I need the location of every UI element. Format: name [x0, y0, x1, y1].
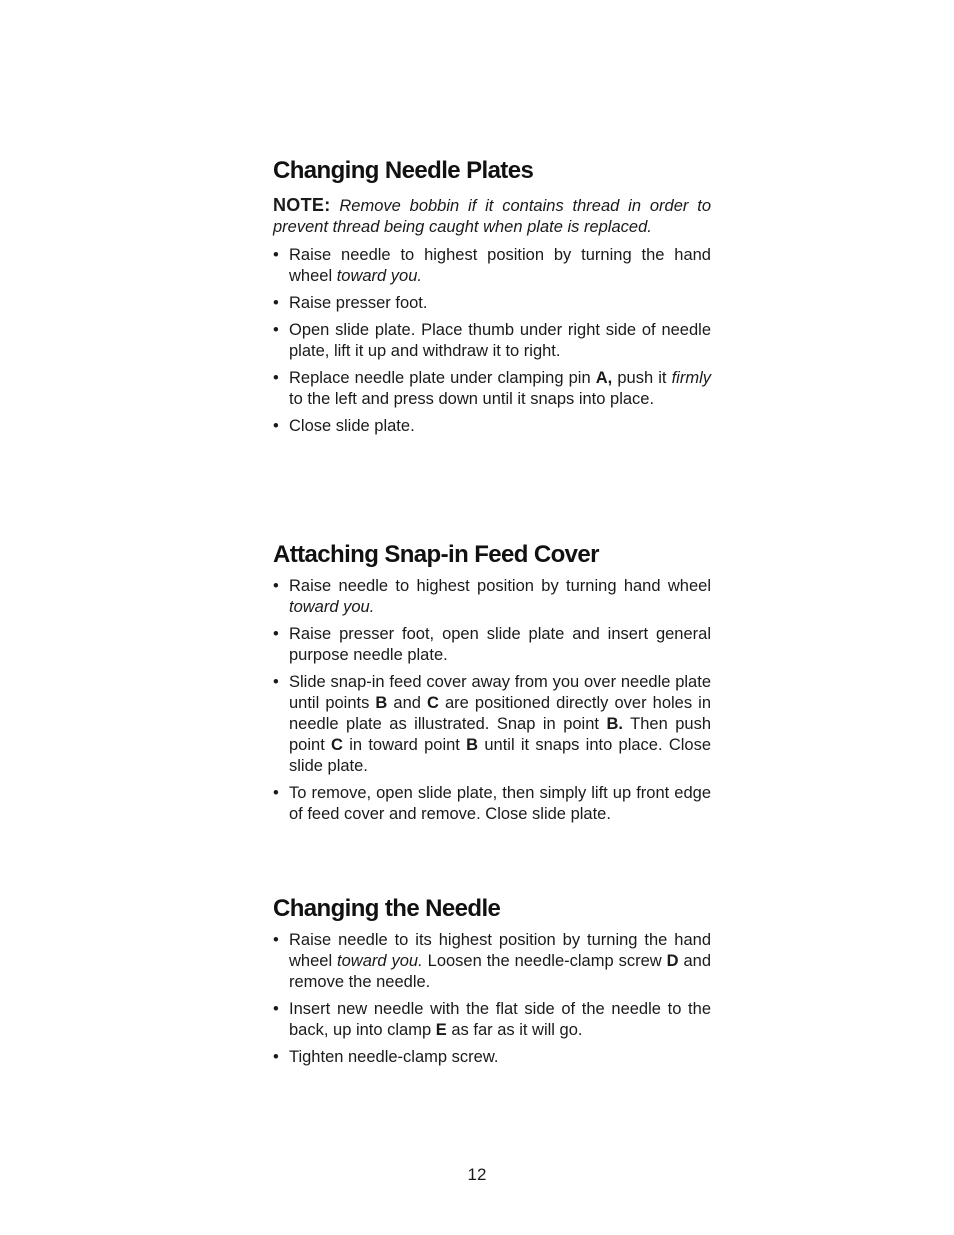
list-item: • Raise needle to its highest position by turning the hand wheel toward you. Loosen the needle-clamp screw D and remove the needle. — [273, 930, 711, 993]
note — [273, 195, 711, 238]
list-item: • Replace needle plate under clamping pin A, push it firmly to the left and press down until it snaps into place. — [273, 368, 711, 410]
list-item: • Open slide plate. Place thumb under right side of needle plate, lift it up and withdraw it to right. — [273, 320, 711, 362]
list-item: • Tighten needle-clamp screw. — [273, 1047, 711, 1068]
list-item: • Close slide plate. — [273, 416, 711, 437]
note-label: NOTE: — [273, 195, 331, 215]
section-title: Attaching Snap-in Feed Cover — [273, 541, 599, 568]
instruction-list — [273, 576, 711, 825]
list-item: • Raise presser foot. — [273, 293, 711, 314]
list-item: • Raise needle to highest position by turning hand wheel toward you. — [273, 576, 711, 618]
section-title: Changing Needle Plates — [273, 157, 534, 184]
section-changing-needle-plates — [273, 157, 711, 437]
note-text: Remove bobbin if it contains thread in order to prevent thread being caught when plate is replaced. — [273, 197, 711, 236]
list-item: • To remove, open slide plate, then simply lift up front edge of feed cover and remove. Close slide plate. — [273, 783, 711, 825]
list-item: • Raise needle to highest position by turning the hand wheel toward you. — [273, 245, 711, 287]
instruction-list — [273, 930, 711, 1068]
section-attaching-feed-cover — [273, 541, 711, 825]
section-changing-needle — [273, 895, 711, 1068]
section-title: Changing the Needle — [273, 895, 501, 922]
list-item: • Insert new needle with the flat side of the needle to the back, up into clamp E as far as it will go. — [273, 999, 711, 1041]
page-number: 12 — [467, 1165, 487, 1184]
list-item: • Raise presser foot, open slide plate and insert general purpose needle plate. — [273, 624, 711, 666]
list-item: • Slide snap-in feed cover away from you over needle plate until points B and C are positioned directly over holes in needle plate as illustrated. Snap in point B. Then push point C in toward point B until it snaps into place. Close slide plate. — [273, 672, 711, 777]
instruction-list — [273, 245, 711, 437]
